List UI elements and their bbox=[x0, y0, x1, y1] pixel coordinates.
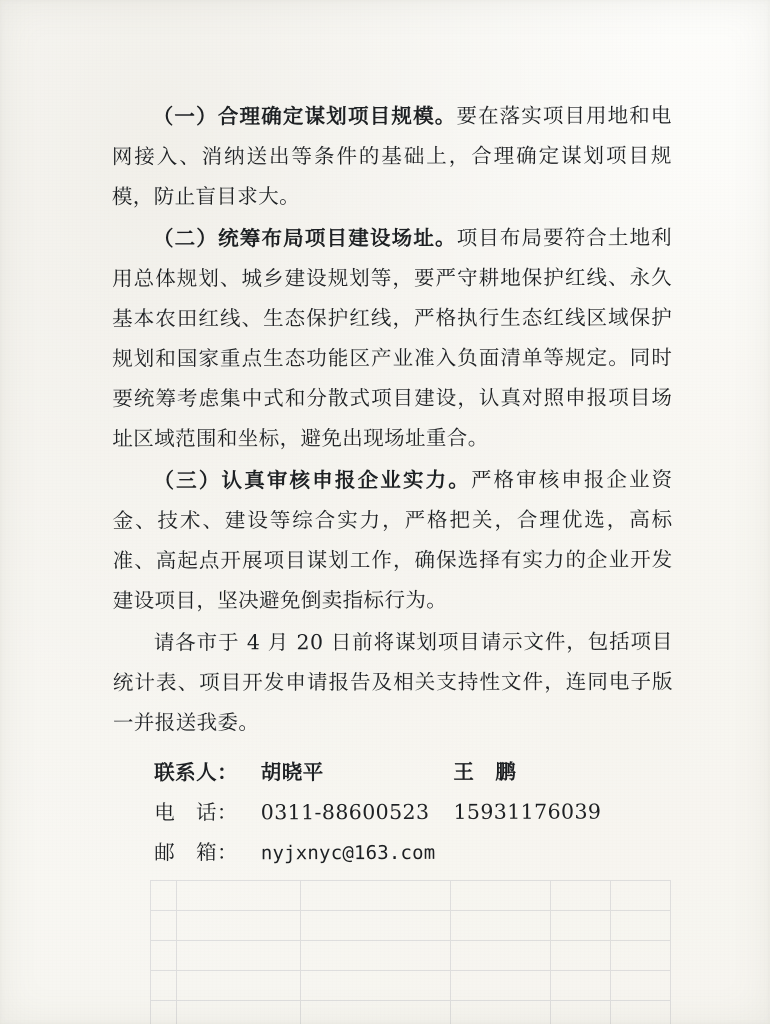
contact-row bbox=[113, 751, 673, 792]
paragraph-2-body: 项目布局要符合土地利用总体规划、城乡建设规划等，要严守耕地保护红线、永久基本农田红线、生态保护红线，严格执行生态红线区域保护规划和国家重点生态功能区产业准入负面清单等规定。同时要统筹考虑集中式和分散式项目建设，认真对照申报项目场址区域范围和坐标，避免出现场址重合。 bbox=[112, 225, 673, 451]
contact-email-label: 邮 箱： bbox=[154, 840, 238, 865]
contact-person-value-2: 王 鹏 bbox=[453, 759, 517, 784]
paragraph-2 bbox=[112, 217, 673, 458]
contact-row bbox=[113, 831, 673, 873]
contact-block bbox=[113, 751, 673, 873]
paragraph-3-heading: （三）认真审核申报企业实力。 bbox=[153, 467, 471, 493]
paragraph-1-heading: （一）合理确定谋划项目规模。 bbox=[152, 103, 457, 129]
contact-person-value-1: 胡晓平 bbox=[260, 760, 324, 785]
paragraph-1-body: 要在落实项目用地和电网接入、消纳送出等条件的基础上，合理确定谋划项目规模，防止盲目求大。 bbox=[111, 103, 672, 209]
contact-row bbox=[113, 791, 673, 832]
document-body bbox=[112, 95, 674, 873]
contact-phone-label: 电 话： bbox=[154, 800, 238, 825]
contact-email-value: nyjxnyc@163.com bbox=[260, 841, 436, 865]
paragraph-4-body: 请各市于 4 月 20 日前将谋划项目请示文件，包括项目统计表、项目开发申请报告及相关支持性文件，连同电子版一并报送我委。 bbox=[112, 629, 673, 735]
paragraph-3 bbox=[112, 459, 672, 620]
contact-phone-value-2: 15931176039 bbox=[453, 799, 602, 824]
paragraph-1 bbox=[112, 95, 672, 216]
paragraph-4 bbox=[113, 621, 673, 742]
contact-person-label: 联系人： bbox=[154, 760, 239, 785]
paragraph-2-heading: （二）统筹布局项目建设场址。 bbox=[152, 225, 457, 251]
paragraph-3-body: 严格审核申报企业资金、技术、建设等综合实力，严格把关，合理优选，高标准、高起点开展项目谋划工作，确保选择有实力的企业开发建设项目，坚决避免倒卖指标行为。 bbox=[112, 467, 673, 613]
contact-phone-value-1: 0311-88600523 bbox=[260, 799, 430, 825]
ghost-table-bleedthrough bbox=[150, 880, 670, 1024]
